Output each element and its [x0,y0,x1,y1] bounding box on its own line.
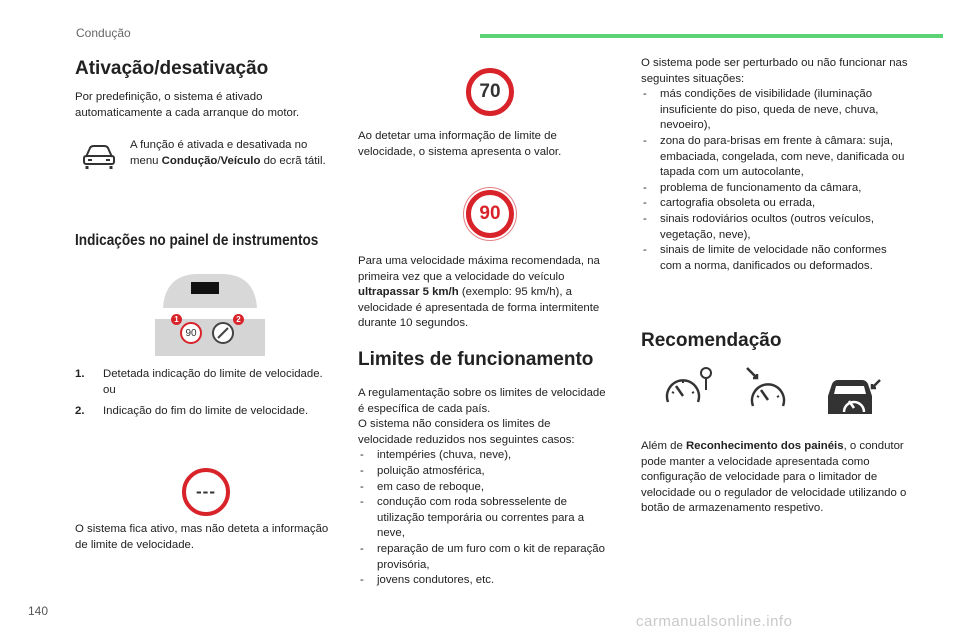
list-item: - poluição atmosférica, [358,464,608,480]
instrument-panel-illustration [155,266,265,356]
watermark: carmanualsonline.info [636,613,793,630]
section-accent-bar [480,34,943,38]
heading-recommendation: Recomendação [641,330,782,351]
speed-limit-90-sign: 90 [466,190,514,238]
menu-note: A função é ativada e desativada no menu Condução/Veículo do ecrã tátil. [130,139,326,167]
indication-list [75,367,337,420]
disturbance-list [641,87,911,274]
heading-activation: Ativação/desativação [75,58,269,79]
disturbance-text: O sistema pode ser perturbado ou não funcionar nas seguintes situações: - más condições de visibilidade (iluminação insuficiente do piso, queda de neve, chuva, nevoeiro), - zona do para-brisas em frente à câmara: suja, embaciada, congelada, com neve, danificada ou tapada com um autocolante, - problema de funcionamento da câmara, - cartografia obsoleta ou errada, - sinais rodoviários ocultos (outros veículos, vegetação, neve), - sinais de limite de velocidade não conformes com a norma, danificados ou deformados. [641,56,911,274]
list-item: - zona do para-brisas em frente à câmara: suja, embaciada, congelada, com neve, danificada ou tapada com um autocolante, [641,134,911,181]
car-dashboard-icon [826,378,882,418]
speed-limit-70-sign: 70 [466,68,514,116]
list-item: - más condições de visibilidade (iluminação insuficiente do piso, queda de neve, chuva, nevoeiro), [641,87,911,134]
heading-limits: Limites de funcionamento [358,349,594,370]
list-item: - sinais de limite de velocidade não conformes com a norma, danificados ou deformados. [641,243,911,274]
list-item: - problema de funcionamento da câmara, [641,181,911,197]
no-data-text: O sistema fica ativo, mas não deteta a informação de limite de velocidade. [75,523,329,551]
section-title: Condução [76,26,131,40]
callout-badge-1: 1 [171,314,182,325]
speed-regulator-icon [745,366,791,412]
callout-badge-2: 2 [233,314,244,325]
limits-text: A regulamentação sobre os limites de velocidade é específica de cada país. O sistema não considera os limites de velocidade reduzidos nos seguintes casos: - intempéries (chuva, neve), - poluição atmosférica, - em caso de reboque, - condução com roda sobresselente de utilização temporária ou correntes para a neve, - reparação de um furo com o kit de reparação provisória, - jovens condutores, etc. [358,386,608,589]
dashboard-end-limit-sign [212,322,234,344]
list-item: - intempéries (chuva, neve), [358,448,608,464]
list-item: - em caso de reboque, [358,480,608,496]
dashboard-speed-sign: 90 [180,322,202,344]
recommendation-text: Além de Reconhecimento dos painéis, o condutor pode manter a velocidade apresentada como configuração de velocidade para o limitador de velocidade ou o regulador de velocidade utilizando o botão de armazenamento respetivo. [641,440,907,515]
list-item: 1. Detetada indicação do limite de velocidade. ou [75,368,323,396]
activation-intro: Por predefinição, o sistema é ativado automaticamente a cada arranque do motor. [75,91,300,119]
list-item: - sinais rodoviários ocultos (outros veículos, vegetação, neve), [641,212,911,243]
no-data-sign: --- [182,468,230,516]
detection-text: Ao detetar uma informação de limite de velocidade, o sistema apresenta o valor. [358,130,562,158]
heading-instrument-panel: Indicações no painel de instrumentos [75,232,319,249]
list-item: 2. Indicação do fim do limite de velocidade. [75,405,309,418]
limits-list [358,448,608,588]
list-item: - cartografia obsoleta ou errada, [641,196,911,212]
speed-limiter-icon [664,366,714,412]
page-number: 140 [28,604,49,618]
list-item: - jovens condutores, etc. [358,573,608,589]
recommended-speed-text: Para uma velocidade máxima recomendada, na primeira vez que a velocidade do veículo ultrapassar 5 km/h (exemplo: 95 km/h), a velocidade é apresentada de forma intermitente durante 10 segundos. [358,255,600,330]
car-menu-icon [82,142,116,170]
list-item: - condução com roda sobresselente de utilização temporária ou correntes para a neve, [358,495,608,542]
list-item: - reparação de um furo com o kit de reparação provisória, [358,542,608,573]
